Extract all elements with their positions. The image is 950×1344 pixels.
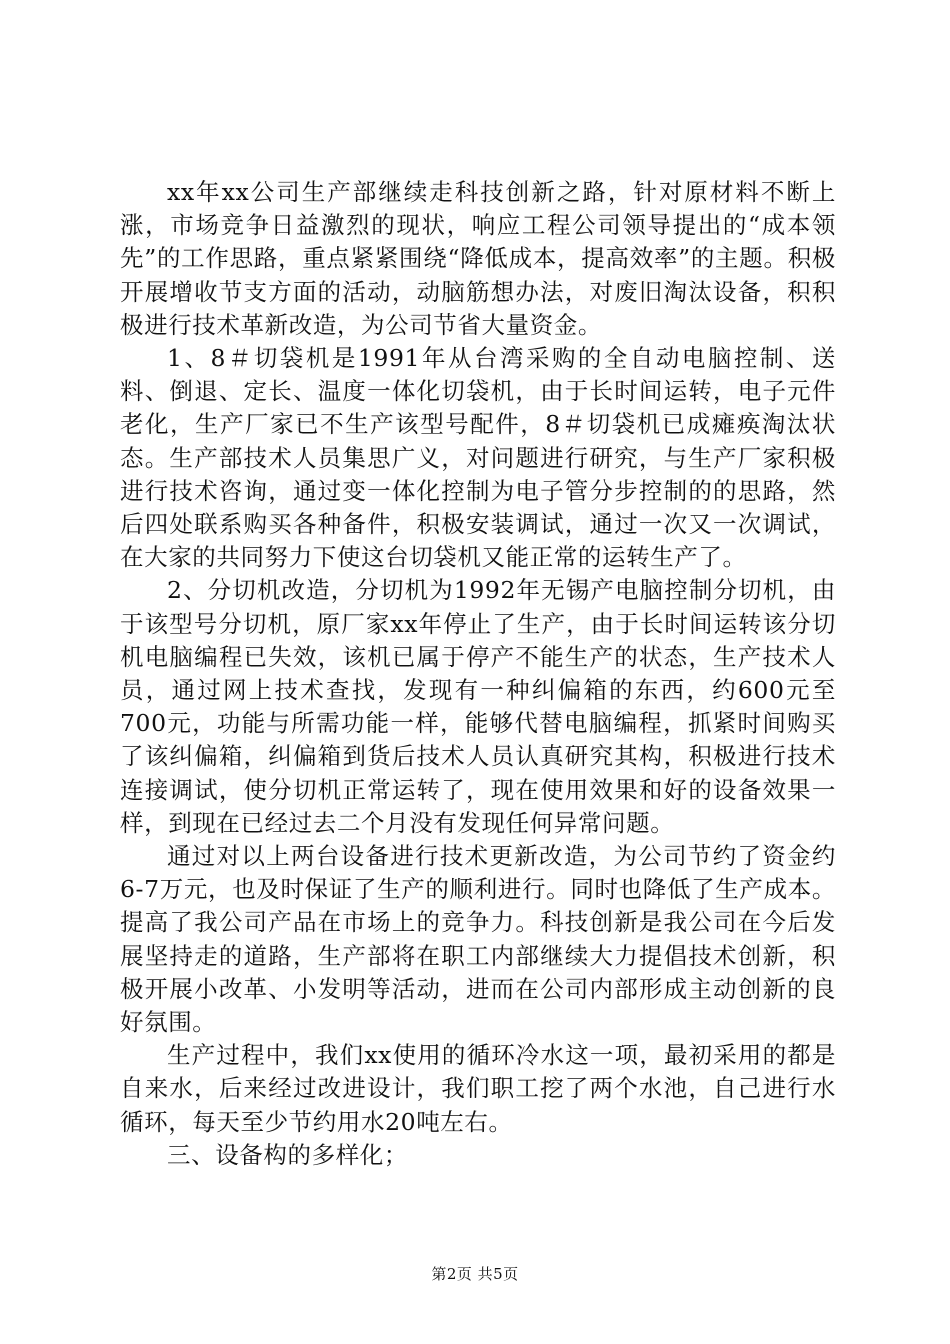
paragraph-intro: xx年xx公司生产部继续走科技创新之路，针对原材料不断上涨，市场竞争日益激烈的现状，响应工程公司领导提出的“成本领先”的工作思路，重点紧紧围绕“降低成本，提高效率”的主题。积极开展增收节支方面的活动，动脑筋想办法，对废旧淘汰设备，积积极进行技术革新改造，为公司节省大量资金。 [120, 178, 836, 339]
paragraph-bag-cutter: 1、8＃切袋机是1991年从台湾采购的全自动电脑控制、送料、倒退、定长、温度一体化切袋机，由于长时间运转，电子元件老化，生产厂家已不生产该型号配件，8＃切袋机已成瘫痪淘汰状态。生产部技术人员集思广义，对问题进行研究，与生产厂家积极进行技术咨询，通过变一体化控制为电子管分步控制的的思路，然后四处联系购买各种备件，积极安装调试，通过一次又一次调试，在大家的共同努力下使这台切袋机又能正常的运转生产了。 [120, 344, 836, 572]
paragraph-summary: 通过对以上两台设备进行技术更新改造，为公司节约了资金约6-7万元，也及时保证了生产的顺利进行。同时也降低了生产成本。提高了我公司产品在市场上的竞争力。科技创新是我公司在今后发展坚持走的道路，生产部将在职工内部继续大力提倡技术创新，积极开展小改革、小发明等活动，进而在公司内部形成主动创新的良好氛围。 [120, 842, 836, 1037]
section-heading: 三、设备构的多样化； [167, 1140, 408, 1169]
paragraph-water: 生产过程中，我们xx使用的循环冷水这一项，最初采用的都是自来水，后来经过改进设计，我们职工挖了两个水池，自己进行水循环，每天至少节约用水20吨左右。 [120, 1041, 836, 1136]
document-body [120, 176, 836, 1172]
page-number-footer: 第2页 共5页 [431, 1265, 519, 1283]
paragraph-slitter: 2、分切机改造，分切机为1992年无锡产电脑控制分切机，由于该型号分切机，原厂家xx年停止了生产，由于长时间运转该分切机电脑编程已失效，该机已属于停产不能生产的状态，生产技术人员，通过网上技术查找，发现有一种纠偏箱的东西，约600元至700元，功能与所需功能一样，能够代替电脑编程，抓紧时间购买了该纠偏箱，纠偏箱到货后技术人员认真研究其构，积极进行技术连接调试，使分切机正常运转了，现在使用效果和好的设备效果一样，到现在已经过去二个月没有发现任何异常问题。 [120, 576, 836, 837]
